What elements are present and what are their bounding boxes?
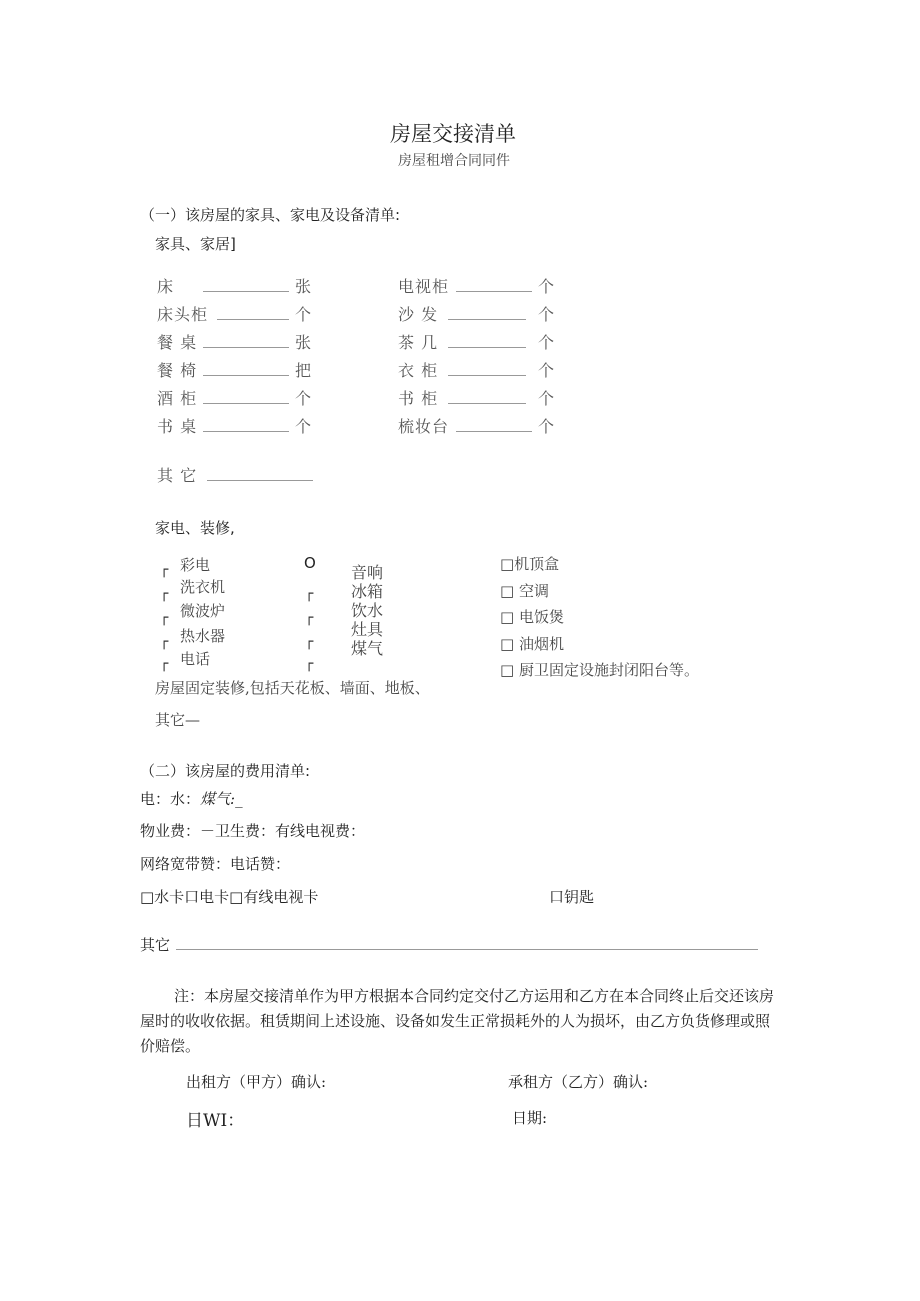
furniture-name: 床 xyxy=(157,277,175,296)
appliance-label: 洗衣机 xyxy=(180,578,226,596)
utilities-prefix: 电：水： xyxy=(140,790,201,808)
checkbox-bracket[interactable]: ┌ xyxy=(305,586,314,602)
checkbox-bracket[interactable]: ┌ xyxy=(160,634,169,650)
fill-blank[interactable] xyxy=(203,333,289,348)
circle-marker[interactable]: O xyxy=(304,554,316,572)
furniture-unit: 个 xyxy=(538,389,556,408)
cards-line[interactable]: □水卡口电卡□有线电视卡 xyxy=(140,888,319,906)
appliances-label: 家电、装修, xyxy=(155,519,235,537)
furniture-unit: 张 xyxy=(295,333,313,352)
furniture-name: 床头柜 xyxy=(157,305,209,324)
document-title: 房屋交接清单 xyxy=(390,122,516,146)
lessor-date: 日WI： xyxy=(186,1111,245,1131)
furniture-name: 书 柜 xyxy=(398,389,439,408)
note-paragraph xyxy=(140,984,780,1059)
section2-other xyxy=(140,934,758,955)
checkbox-bracket[interactable]: ┌ xyxy=(160,562,169,578)
checkbox-bracket[interactable]: ┌ xyxy=(305,634,314,650)
furniture-unit: 张 xyxy=(295,277,313,296)
other-label: 其 它 xyxy=(157,466,198,485)
furniture-item xyxy=(398,386,555,409)
fill-blank[interactable] xyxy=(448,305,526,320)
appliance-label: 冰箱 xyxy=(351,582,384,601)
furniture-name: 餐 椅 xyxy=(157,361,198,380)
furniture-unit: 个 xyxy=(295,389,313,408)
broadband-line: 网络宽带赞：电话赞： xyxy=(140,855,291,873)
lessee-confirm: 承租方（乙方）确认: xyxy=(508,1073,649,1091)
gas-label: 煤气:_ xyxy=(200,790,243,808)
furniture-name: 衣 柜 xyxy=(398,361,439,380)
decoration-line: 房屋固定装修,包括天花板、墙面、地板、 xyxy=(155,679,430,697)
furniture-label: 家具、家居] xyxy=(155,235,236,253)
appliance-label: 电话 xyxy=(180,650,211,668)
checkbox-bracket[interactable]: ┌ xyxy=(160,610,169,626)
utilities-line xyxy=(140,788,243,809)
appliance-checkbox-item[interactable]: □ 空调 xyxy=(500,582,549,600)
fill-blank[interactable] xyxy=(203,389,289,404)
appliance-checkbox-item[interactable]: □ 厨卫固定设施封闭阳台等。 xyxy=(500,661,699,679)
furniture-name: 茶 几 xyxy=(398,333,439,352)
furniture-item xyxy=(157,274,312,297)
fill-blank[interactable] xyxy=(448,333,526,348)
lessee-date: 日期: xyxy=(512,1109,548,1127)
fill-blank[interactable] xyxy=(176,935,758,950)
furniture-unit: 个 xyxy=(538,277,556,296)
note-text: 注：本房屋交接清单作为甲方根据本合同约定交付乙方运用和乙方在本合同终止后交还该房屋时的收收依据。租赁期间上述设施、设备如发生正常损耗外的人为损坏，由乙方负货修理或照价赔偿。 xyxy=(140,987,775,1055)
appliance-label: 灶具 xyxy=(351,620,384,639)
other-label: 其它 xyxy=(140,936,171,954)
appliance-checkbox-item[interactable]: □ 油烟机 xyxy=(500,635,564,653)
appliance-label: 音响 xyxy=(351,563,384,582)
furniture-item xyxy=(398,358,555,381)
appliance-checkbox-item[interactable]: □机顶盒 xyxy=(500,555,560,573)
fill-blank[interactable] xyxy=(203,277,289,292)
fill-blank[interactable] xyxy=(203,417,289,432)
document-subtitle: 房屋租增合同同件 xyxy=(398,153,510,169)
furniture-item xyxy=(398,330,555,353)
furniture-unit: 个 xyxy=(538,305,556,324)
furniture-item xyxy=(398,414,555,437)
appliance-label: 微波炉 xyxy=(180,602,226,620)
furniture-item xyxy=(157,302,312,325)
checkbox-bracket[interactable]: ┌ xyxy=(305,610,314,626)
section2-heading: （二）该房屋的费用清单: xyxy=(140,762,311,780)
furniture-item xyxy=(398,274,555,297)
furniture-unit: 个 xyxy=(538,417,556,436)
fees-line: 物业费：－卫生费：有线电视费： xyxy=(140,822,366,840)
furniture-name: 酒 柜 xyxy=(157,389,198,408)
furniture-name: 餐 桌 xyxy=(157,333,198,352)
fill-blank[interactable] xyxy=(203,361,289,376)
section1-heading: （一）该房屋的家具、家电及设备清单: xyxy=(140,206,401,224)
checkbox-bracket[interactable]: ┌ xyxy=(160,586,169,602)
furniture-item xyxy=(157,330,312,353)
furniture-unit: 把 xyxy=(295,361,313,380)
checkbox-bracket[interactable]: ┌ xyxy=(305,656,314,672)
key-item[interactable]: 口钥匙 xyxy=(549,888,595,906)
lessor-confirm: 出租方（甲方）确认: xyxy=(186,1073,327,1091)
furniture-name: 书 桌 xyxy=(157,417,198,436)
fill-blank[interactable] xyxy=(448,389,526,404)
furniture-unit: 个 xyxy=(295,417,313,436)
other-line: 其它— xyxy=(155,711,201,729)
fill-blank[interactable] xyxy=(217,305,289,320)
furniture-unit: 个 xyxy=(295,305,313,324)
appliance-label: 热水器 xyxy=(180,627,226,645)
furniture-item xyxy=(157,414,312,437)
checkbox-bracket[interactable]: ┌ xyxy=(160,656,169,672)
furniture-item xyxy=(157,358,312,381)
appliance-label: 饮水 xyxy=(351,601,384,620)
furniture-item xyxy=(157,386,312,409)
fill-blank[interactable] xyxy=(207,466,313,481)
furniture-unit: 个 xyxy=(538,361,556,380)
fill-blank[interactable] xyxy=(448,361,526,376)
furniture-name: 沙 发 xyxy=(398,305,439,324)
appliance-label: 煤气 xyxy=(351,639,384,658)
fill-blank[interactable] xyxy=(456,277,532,292)
furniture-other xyxy=(157,463,313,486)
fill-blank[interactable] xyxy=(456,417,532,432)
appliance-checkbox-item[interactable]: □ 电饭煲 xyxy=(500,608,564,626)
furniture-item xyxy=(398,302,555,325)
furniture-unit: 个 xyxy=(538,333,556,352)
furniture-name: 电视柜 xyxy=(398,277,450,296)
furniture-name: 梳妆台 xyxy=(398,417,450,436)
appliance-label: 彩电 xyxy=(180,556,211,574)
